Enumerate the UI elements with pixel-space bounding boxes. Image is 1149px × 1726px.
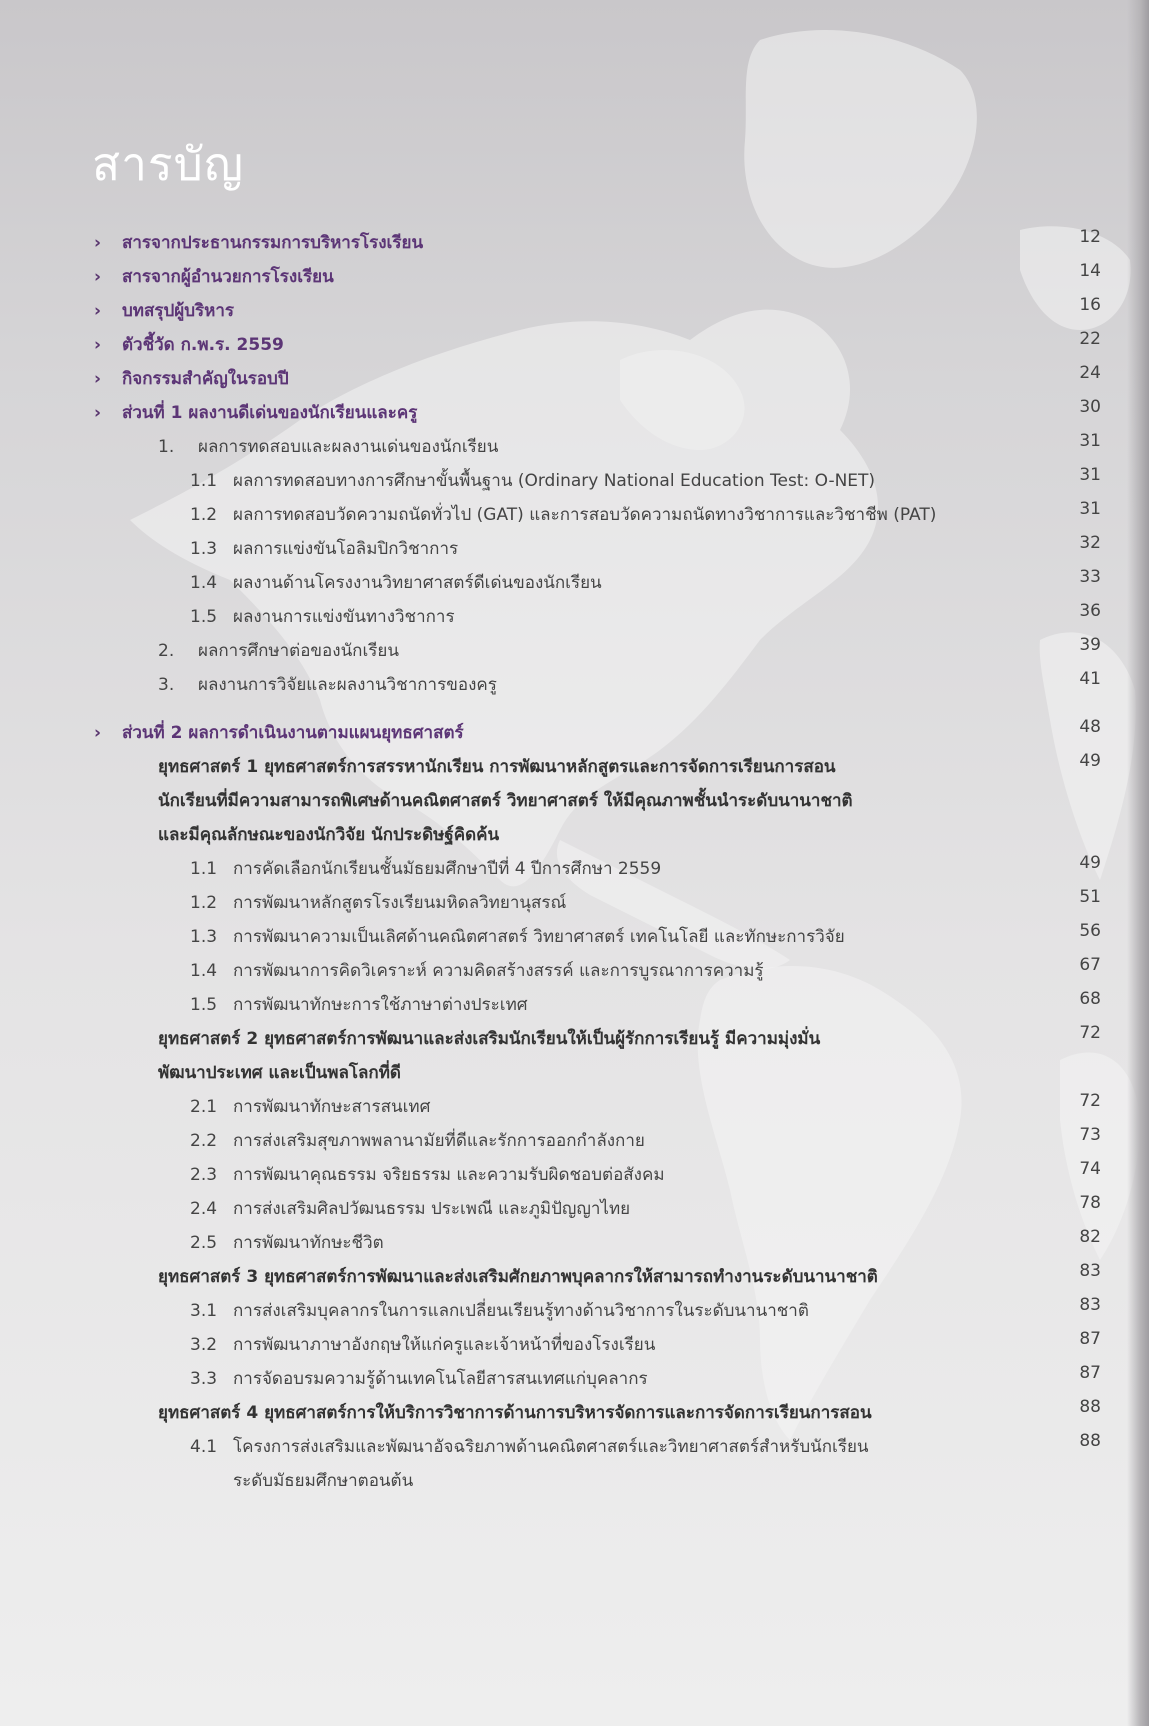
toc-entry-number: 3.1	[190, 1301, 218, 1321]
toc-entry-title	[190, 1330, 655, 1360]
toc-entry-number: 3.2	[190, 1335, 218, 1355]
toc-entry-title	[190, 1194, 630, 1224]
toc-entry-number: 4.1	[190, 1437, 218, 1457]
toc-page-number: 31	[1079, 431, 1101, 451]
toc-entry-text: การพัฒนาทักษะชีวิต	[233, 1233, 384, 1253]
toc-entry[interactable]	[0, 1330, 1149, 1364]
toc-page-number: 41	[1079, 669, 1101, 689]
toc-entry-text: การพัฒนาการคิดวิเคราะห์ ความคิดสร้างสรรค์ และการบูรณาการความรู้	[233, 961, 764, 981]
toc-entry[interactable]	[0, 854, 1149, 888]
toc-page-number: 73	[1079, 1125, 1101, 1145]
toc-entry-title	[190, 1296, 809, 1326]
toc-entry-text: การส่งเสริมบุคลากรในการแลกเปลี่ยนเรียนรู้ทางด้านวิชาการในระดับนานาชาติ	[233, 1301, 809, 1321]
toc-entry-text: ยุทธศาสตร์ 2 ยุทธศาสตร์การพัฒนาและส่งเสริมนักเรียนให้เป็นผู้รักการเรียนรู้ มีความมุ่งมั่น	[158, 1029, 821, 1049]
toc-entry-text: นักเรียนที่มีความสามารถพิเศษด้านคณิตศาสตร์ วิทยาศาสตร์ ให้มีคุณภาพชั้นนำระดับนานาชาติ	[158, 791, 853, 811]
toc-entry-title	[158, 786, 853, 816]
toc-entry-title	[158, 670, 497, 700]
toc-entry-text: การจัดอบรมความรู้ด้านเทคโนโลยีสารสนเทศแก่บุคลากร	[233, 1369, 648, 1389]
toc-page-number: 72	[1079, 1023, 1101, 1043]
toc-entry-text: ตัวชี้วัด ก.พ.ร. 2559	[122, 335, 284, 355]
toc-page-number: 56	[1079, 921, 1101, 941]
toc-entry-title	[190, 956, 764, 986]
toc-entry-number: 1.5	[190, 607, 218, 627]
toc-entry-title	[190, 602, 455, 632]
toc-page-number: 51	[1079, 887, 1101, 907]
toc-entry-title	[158, 636, 399, 666]
toc-entry-number: 1.2	[190, 505, 218, 525]
toc-page-number: 48	[1079, 717, 1101, 737]
toc-entry-text: การพัฒนาทักษะสารสนเทศ	[233, 1097, 431, 1117]
toc-entry-title	[190, 854, 661, 884]
toc-page-number: 12	[1079, 227, 1101, 247]
toc-entry[interactable]	[0, 1364, 1149, 1398]
toc-entry[interactable]	[0, 1024, 1149, 1058]
toc-page-number: 49	[1079, 853, 1101, 873]
toc-entry-title	[190, 534, 458, 564]
toc-entry[interactable]	[0, 534, 1149, 568]
chevron-right-icon: ›	[94, 723, 102, 743]
toc-entry-title	[190, 1432, 869, 1462]
toc-page-number: 31	[1079, 499, 1101, 519]
toc-entry-text: ยุทธศาสตร์ 3 ยุทธศาสตร์การพัฒนาและส่งเสริมศักยภาพบุคลากรให้สามารถทำงานระดับนานาชาติ	[158, 1267, 878, 1287]
toc-entry-number: 1.4	[190, 573, 218, 593]
toc-entry[interactable]	[0, 888, 1149, 922]
toc-entry[interactable]	[0, 1432, 1149, 1466]
toc-page-number: 16	[1079, 295, 1101, 315]
toc-page-number: 83	[1079, 1295, 1101, 1315]
toc-entry-text: ยุทธศาสตร์ 1 ยุทธศาสตร์การสรรหานักเรียน การพัฒนาหลักสูตรและการจัดการเรียนการสอน	[158, 757, 836, 777]
toc-page-number: 49	[1079, 751, 1101, 771]
toc-page-number: 36	[1079, 601, 1101, 621]
toc-entry[interactable]	[0, 718, 1149, 752]
toc-entry-text: การพัฒนาหลักสูตรโรงเรียนมหิดลวิทยานุสรณ์	[233, 893, 567, 913]
toc-entry-text: การพัฒนาความเป็นเลิศด้านคณิตศาสตร์ วิทยาศาสตร์ เทคโนโลยี และทักษะการวิจัย	[233, 927, 845, 947]
toc-page-number: 72	[1079, 1091, 1101, 1111]
toc-entry-text: ผลงานด้านโครงงานวิทยาศาสตร์ดีเด่นของนักเรียน	[233, 573, 602, 593]
toc-page-number: 88	[1079, 1431, 1101, 1451]
toc-entry-text: ผลการทดสอบวัดความถนัดทั่วไป (GAT) และการสอบวัดความถนัดทางวิชาการและวิชาชีพ (PAT)	[233, 505, 937, 525]
toc-entry-number: 2.5	[190, 1233, 218, 1253]
toc-entry[interactable]	[0, 1466, 1149, 1500]
toc-entry-text: พัฒนาประเทศ และเป็นพลโลกที่ดี	[158, 1063, 401, 1083]
toc-entry-text: การพัฒนาภาษาอังกฤษให้แก่ครูและเจ้าหน้าที่ของโรงเรียน	[233, 1335, 656, 1355]
toc-entry-number: 1.3	[190, 927, 218, 947]
toc-entry-number: 2.1	[190, 1097, 218, 1117]
toc-entry[interactable]	[0, 432, 1149, 466]
toc-entry-number: 1.	[158, 437, 175, 457]
toc-entry[interactable]	[0, 466, 1149, 500]
toc-page-number: 22	[1079, 329, 1101, 349]
toc-entry[interactable]	[0, 602, 1149, 636]
toc-entry[interactable]	[0, 364, 1149, 398]
toc-entry-number: 2.3	[190, 1165, 218, 1185]
toc-entry[interactable]	[0, 820, 1149, 854]
toc-entry[interactable]	[0, 568, 1149, 602]
toc-entry-number: 1.4	[190, 961, 218, 981]
toc-page-number: 31	[1079, 465, 1101, 485]
toc-entry[interactable]	[0, 1092, 1149, 1126]
chevron-right-icon: ›	[94, 301, 102, 321]
toc-entry[interactable]	[0, 990, 1149, 1024]
toc-entry[interactable]	[0, 636, 1149, 670]
toc-page-number: 68	[1079, 989, 1101, 1009]
toc-entry-title	[190, 1126, 645, 1156]
toc-entry-text: กิจกรรมสำคัญในรอบปี	[122, 369, 289, 389]
toc-entry-text: สารจากผู้อำนวยการโรงเรียน	[122, 267, 334, 287]
toc-entry-title	[158, 1058, 401, 1088]
toc-entry[interactable]	[0, 500, 1149, 534]
toc-entry-title	[190, 888, 566, 918]
toc-entry-text: บทสรุปผู้บริหาร	[122, 301, 235, 321]
toc-entry[interactable]	[0, 786, 1149, 820]
toc-entry-text: โครงการส่งเสริมและพัฒนาอัจฉริยภาพด้านคณิตศาสตร์และวิทยาศาสตร์สำหรับนักเรียน	[233, 1437, 869, 1457]
toc-page-number: 30	[1079, 397, 1101, 417]
toc-entry-number: 1.5	[190, 995, 218, 1015]
toc-entry-title	[190, 1160, 665, 1190]
toc-entry[interactable]	[0, 262, 1149, 296]
toc-entry-text: ระดับมัธยมศึกษาตอนต้น	[233, 1471, 414, 1491]
toc-entry-title	[190, 500, 936, 530]
chevron-right-icon: ›	[94, 403, 102, 423]
toc-entry-title	[122, 228, 423, 258]
toc-page-number: 67	[1079, 955, 1101, 975]
toc-entry-title	[190, 1364, 648, 1394]
toc-entry-title	[158, 752, 836, 782]
toc-entry-number: 1.3	[190, 539, 218, 559]
toc-entry-text: สารจากประธานกรรมการบริหารโรงเรียน	[122, 233, 424, 253]
toc-entry-text: การส่งเสริมศิลปวัฒนธรรม ประเพณี และภูมิปัญญาไทย	[233, 1199, 631, 1219]
toc-entry[interactable]	[0, 1058, 1149, 1092]
toc-entry[interactable]	[0, 1296, 1149, 1330]
toc-entry-text: และมีคุณลักษณะของนักวิจัย นักประดิษฐ์คิดค้น	[158, 825, 500, 845]
toc-entry[interactable]	[0, 1194, 1149, 1228]
toc-entry-title	[158, 1262, 878, 1292]
chevron-right-icon: ›	[94, 369, 102, 389]
toc-entry[interactable]	[0, 1160, 1149, 1194]
toc-entry-title	[122, 296, 234, 326]
toc-page-number: 78	[1079, 1193, 1101, 1213]
toc-page-number: 39	[1079, 635, 1101, 655]
toc-entry-text: ผลงานการแข่งขันทางวิชาการ	[233, 607, 455, 627]
toc-entry[interactable]	[0, 398, 1149, 432]
toc-entry-text: ผลการทดสอบและผลงานเด่นของนักเรียน	[198, 437, 499, 457]
toc-entry-number: 2.4	[190, 1199, 218, 1219]
toc-entry-title	[158, 432, 498, 462]
chevron-right-icon: ›	[94, 267, 102, 287]
toc-entry[interactable]	[0, 228, 1149, 262]
toc-entry-title	[190, 922, 845, 952]
toc-page-number: 83	[1079, 1261, 1101, 1281]
toc-entry-title	[122, 262, 334, 292]
toc-entry-title	[122, 330, 284, 360]
toc-entry-title	[190, 568, 602, 598]
toc-page-number: 87	[1079, 1363, 1101, 1383]
toc-page-number: 14	[1079, 261, 1101, 281]
page-title: สารบัญ	[92, 137, 245, 191]
toc-entry-text: การส่งเสริมสุขภาพพลานามัยที่ดีและรักการออกกำลังกาย	[233, 1131, 645, 1151]
toc-page-number: 88	[1079, 1397, 1101, 1417]
toc-entry[interactable]	[0, 330, 1149, 364]
toc-entry-number: 3.	[158, 675, 175, 695]
toc-entry[interactable]	[0, 1262, 1149, 1296]
toc-page-number: 24	[1079, 363, 1101, 383]
toc-entry-number: 2.	[158, 641, 175, 661]
toc-entry-number: 1.1	[190, 471, 218, 491]
toc-entry-title	[122, 718, 464, 748]
toc-page-number: 87	[1079, 1329, 1101, 1349]
toc-entry[interactable]	[0, 1126, 1149, 1160]
chevron-right-icon: ›	[94, 335, 102, 355]
toc-entry-text: การคัดเลือกนักเรียนชั้นมัธยมศึกษาปีที่ 4 ปีการศึกษา 2559	[233, 859, 662, 879]
toc-entry-text: การพัฒนาคุณธรรม จริยธรรม และความรับผิดชอบต่อสังคม	[233, 1165, 665, 1185]
toc-entry-title	[158, 820, 499, 850]
toc-entry-title	[158, 1024, 820, 1054]
chevron-right-icon: ›	[94, 233, 102, 253]
toc-entry[interactable]	[0, 922, 1149, 956]
toc-entry-text: ผลการศึกษาต่อของนักเรียน	[198, 641, 400, 661]
toc-entry[interactable]	[0, 956, 1149, 990]
toc-entry-title	[190, 1228, 384, 1258]
toc-entry-title	[190, 1466, 413, 1496]
toc-entry-text: การพัฒนาทักษะการใช้ภาษาต่างประเทศ	[233, 995, 528, 1015]
toc-entry[interactable]	[0, 1228, 1149, 1262]
toc-page-number: 74	[1079, 1159, 1101, 1179]
toc-page-number: 32	[1079, 533, 1101, 553]
toc-entry[interactable]	[0, 1398, 1149, 1432]
toc-entry-text: ส่วนที่ 2 ผลการดำเนินงานตามแผนยุทธศาสตร์	[122, 723, 464, 743]
toc-entry-title	[190, 466, 875, 496]
toc-entry-number: 1.2	[190, 893, 218, 913]
toc-entry[interactable]	[0, 670, 1149, 704]
toc-entry-text: ผลการทดสอบทางการศึกษาขั้นพื้นฐาน (Ordinary National Education Test: O-NET)	[233, 471, 876, 491]
toc-entry-title	[190, 1092, 430, 1122]
toc-entry-text: ผลการแข่งขันโอลิมปิกวิชาการ	[233, 539, 459, 559]
toc-entry[interactable]	[0, 752, 1149, 786]
toc-entry-title	[122, 364, 289, 394]
toc-entry-title	[158, 1398, 872, 1428]
toc-page-number: 82	[1079, 1227, 1101, 1247]
toc-entry-number: 3.3	[190, 1369, 218, 1389]
toc-entry-number: 1.1	[190, 859, 218, 879]
toc-entry-title	[190, 990, 528, 1020]
toc-entry-text: ส่วนที่ 1 ผลงานดีเด่นของนักเรียนและครู	[122, 403, 418, 423]
toc-page-number: 33	[1079, 567, 1101, 587]
toc-entry-title	[122, 398, 417, 428]
toc-entry-number: 2.2	[190, 1131, 218, 1151]
toc-entry-text: ผลงานการวิจัยและผลงานวิชาการของครู	[198, 675, 497, 695]
toc-entry-text: ยุทธศาสตร์ 4 ยุทธศาสตร์การให้บริการวิชาการด้านการบริหารจัดการและการจัดการเรียนการสอน	[158, 1403, 872, 1423]
toc-entry[interactable]	[0, 296, 1149, 330]
